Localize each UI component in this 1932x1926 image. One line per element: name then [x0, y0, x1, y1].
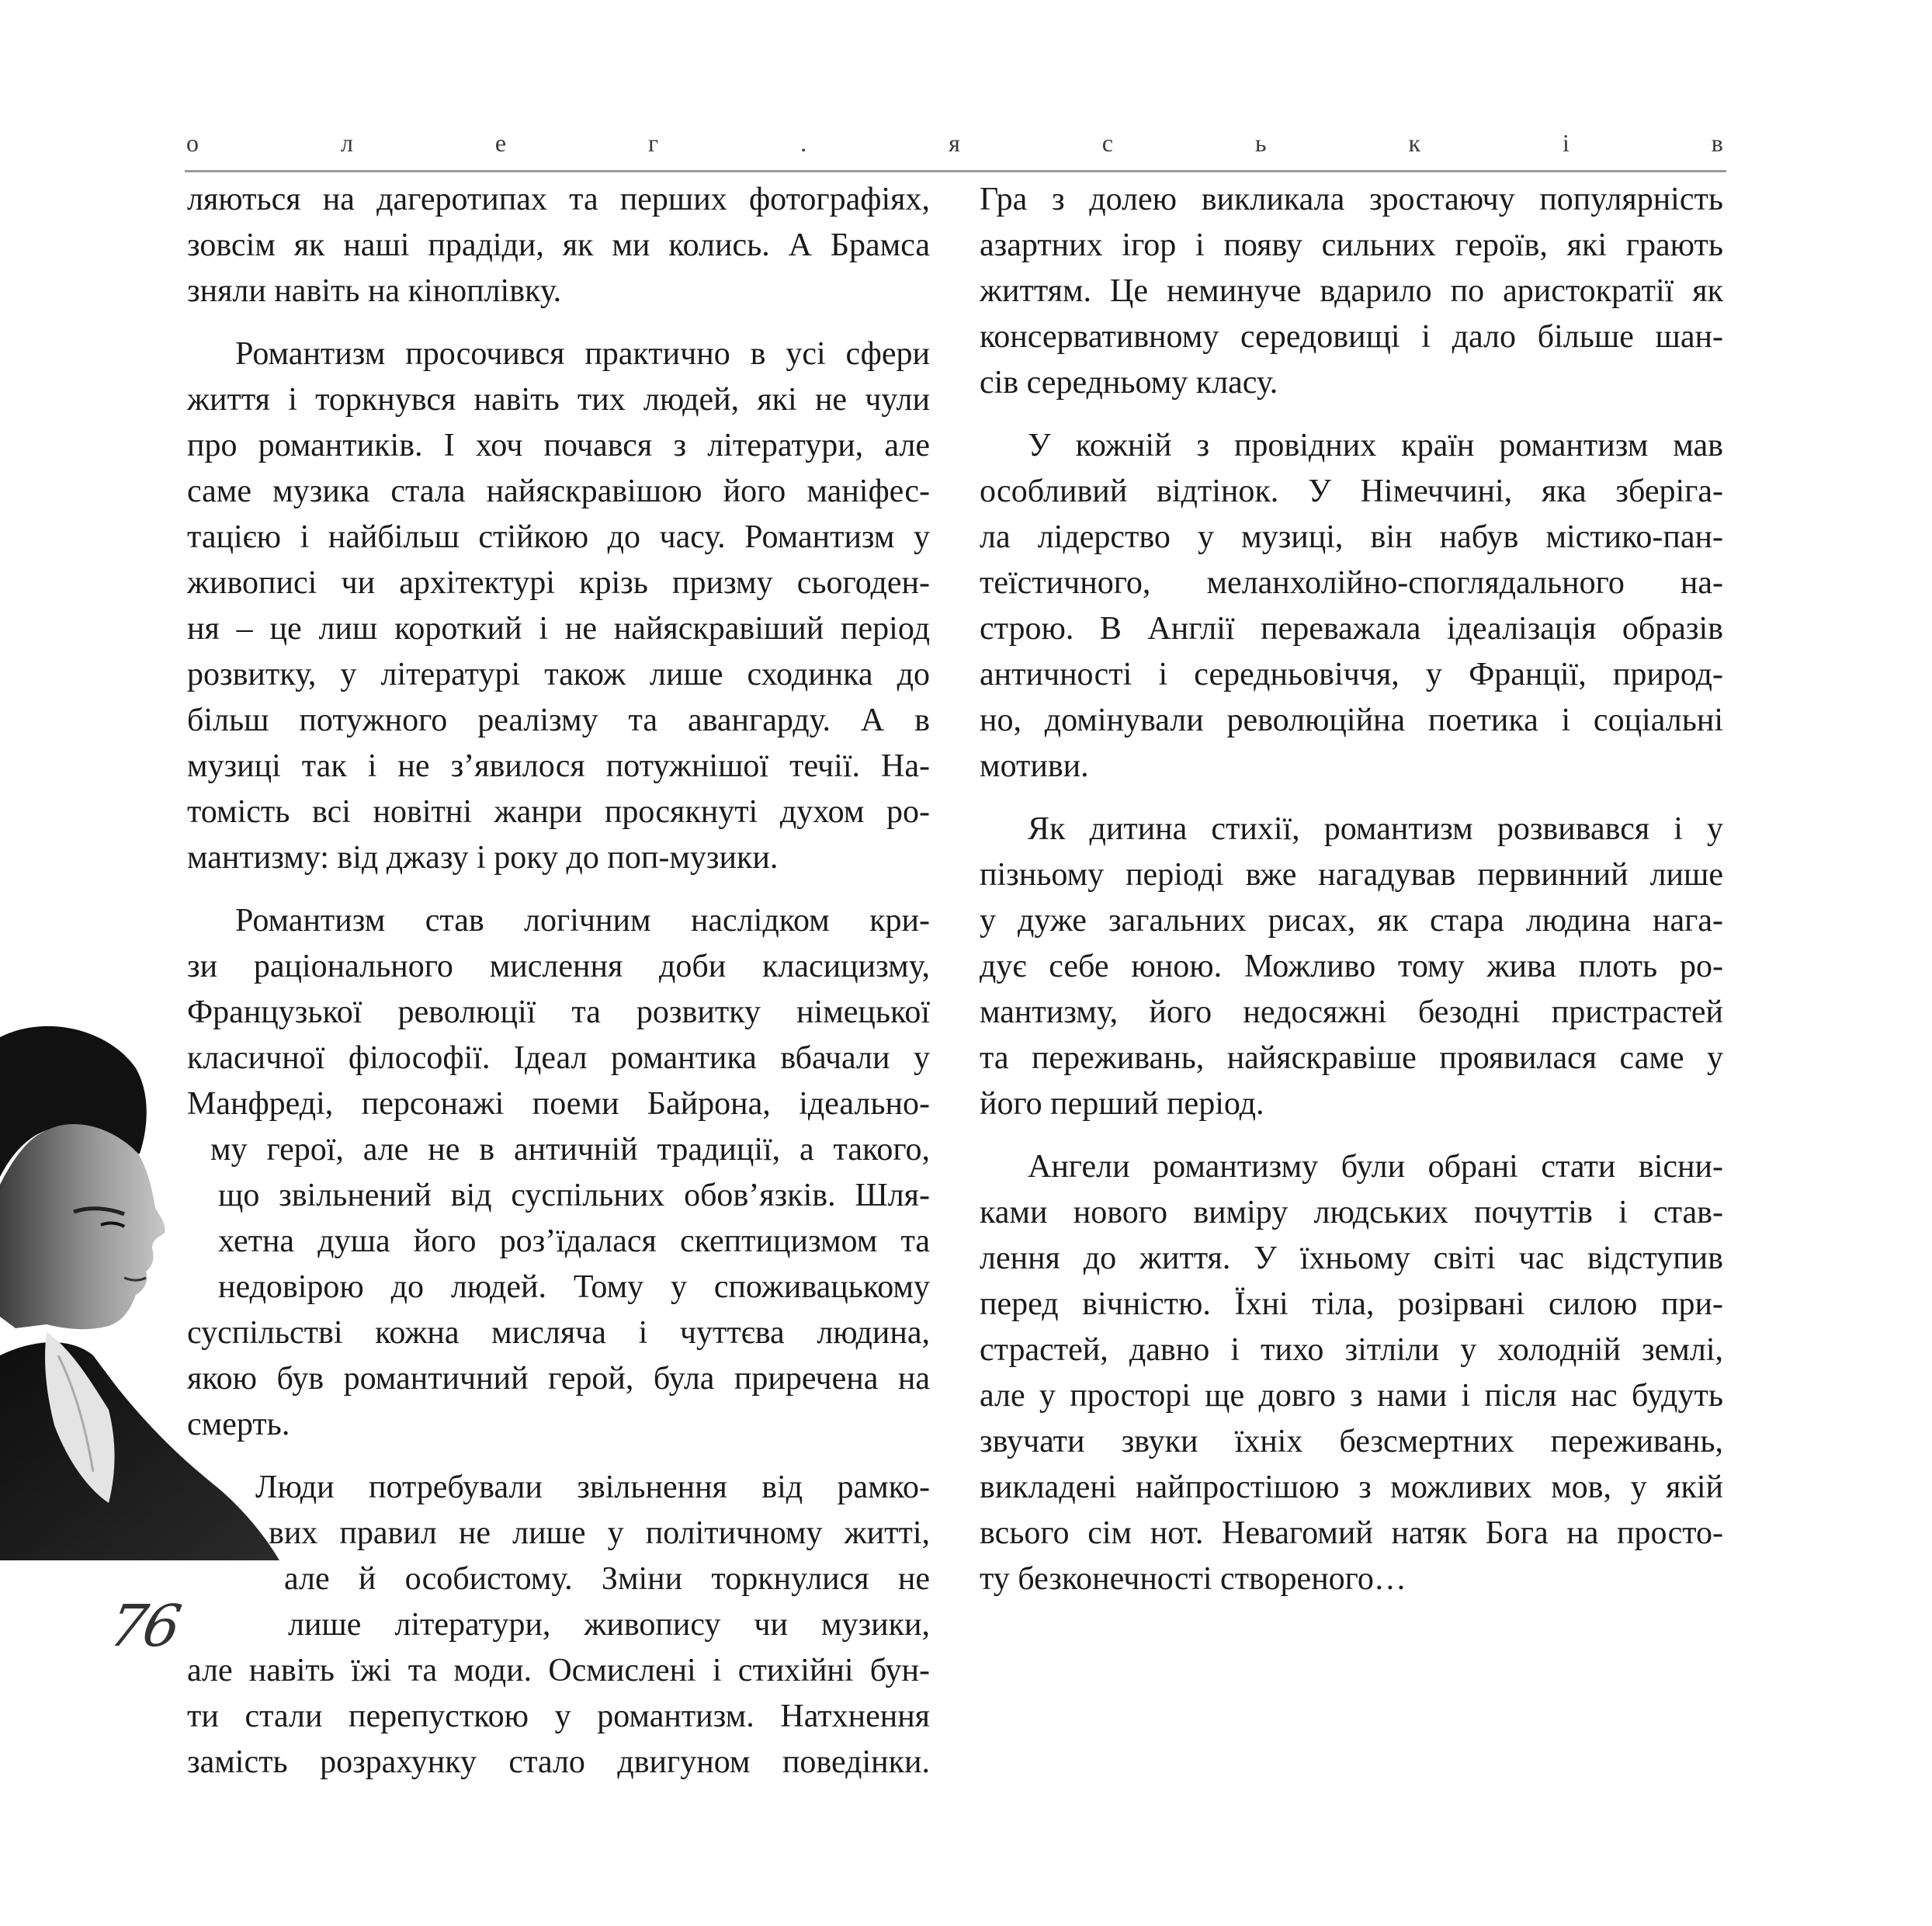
text-line: викладені найпростішою з можливих мов, у якій — [980, 1470, 1723, 1505]
text-line: перед вічністю. Їхні тіла, розірвані силою при- — [980, 1286, 1723, 1322]
text-line: ти стали перепусткою у романтизм. Натхнення — [187, 1699, 930, 1734]
text-line: його перший період. — [980, 1086, 1264, 1122]
text-line: Романтизм просочився практично в усі сфери — [235, 336, 930, 372]
text-line: Французької революції та розвитку німецької — [187, 994, 930, 1030]
text-line: замість розрахунку стало двигуном поведінки. — [187, 1744, 930, 1780]
text-line: розвитку, у літературі також лише сходинка до — [187, 657, 930, 692]
text-line: ту безконечності створеного… — [980, 1561, 1407, 1597]
running-head-letter: я — [949, 128, 960, 157]
text-line: Романтизм став логічним наслідком кри- — [235, 903, 930, 939]
text-line: але у просторі ще довго з нами і після нас будуть — [980, 1378, 1723, 1414]
text-line: саме музика стала найяскравішою його маніфес- — [187, 474, 930, 509]
text-line: зи раціонального мислення доби класицизму, — [187, 949, 930, 984]
text-line: У кожній з провідних країн романтизм мав — [1028, 428, 1723, 463]
running-head-letter: о — [186, 128, 199, 157]
running-head-letter: і — [1562, 128, 1570, 157]
left-text-column — [187, 177, 930, 1785]
text-line: лише літератури, живопису чи музики, — [288, 1607, 930, 1643]
text-line: мотиви. — [980, 748, 1089, 784]
text-line: особливий відтінок. У Німеччині, яка зберіга- — [980, 474, 1723, 509]
text-line: ня – це лиш короткий і не найяскравіший період — [187, 611, 930, 647]
text-line: томість всі новітні жанри просякнуті духом ро- — [187, 794, 930, 830]
text-line: ками нового виміру людських почуттів і став- — [980, 1195, 1723, 1230]
text-line: Як дитина стихії, романтизм розвивався і у — [1028, 811, 1723, 847]
text-line: життя і торкнувся навіть тих людей, які не чули — [187, 382, 930, 418]
text-line: теїстичного, меланхолійно-споглядального на- — [980, 565, 1723, 601]
text-line: пізньому періоді вже нагадував первинний лише — [980, 857, 1723, 893]
text-line: античності і середньовіччя, у Франції, природ- — [980, 657, 1723, 692]
header-rule — [185, 170, 1726, 172]
text-line: консервативному середовищі і дало більше шан- — [980, 319, 1723, 355]
text-line: сів середньому класу. — [980, 365, 1278, 401]
text-line: але й особистому. Зміни торкнулися не — [284, 1561, 930, 1597]
text-line: життям. Це неминуче вдарило по аристократії як — [980, 273, 1723, 309]
text-line: му герої, але не в античній традиції, а такого, — [210, 1132, 930, 1168]
text-line: дує себе юною. Можливо тому жива плоть ро- — [980, 949, 1723, 984]
text-line: зовсім як наші прадіди, як ми колись. А Брамса — [187, 227, 930, 263]
text-line: азартних ігор і появу сильних героїв, які грають — [980, 227, 1723, 263]
text-line: Люди потребували звільнення від рамко- — [255, 1470, 930, 1505]
text-line: всього сім нот. Невагомий натяк Бога на просто- — [980, 1515, 1723, 1551]
text-line: страстей, давно і тихо зітліли у холодній землі, — [980, 1332, 1723, 1368]
text-line: але навіть їжі та моди. Осмислені і стихійні бун- — [187, 1653, 930, 1688]
text-line: у дуже загальних рисах, як стара людина нага- — [980, 903, 1723, 939]
text-line: строю. В Англії переважала ідеалізація образів — [980, 611, 1723, 647]
text-line: ляються на дагеротипах та перших фотографіях, — [187, 182, 930, 217]
running-head — [186, 124, 1723, 161]
running-head-letter: ь — [1254, 128, 1267, 157]
running-head-letter: в — [1711, 128, 1723, 157]
text-line: мантизму, його недосяжні безодні пристрастей — [980, 994, 1723, 1030]
text-line: хетна душа його роз’їдалася скептицизмом та — [218, 1223, 930, 1259]
running-head-letter: л — [340, 128, 353, 157]
text-line: суспільстві кожна мисляча і чуттєва людина, — [187, 1315, 930, 1351]
text-line: смерть. — [187, 1407, 290, 1442]
text-line: вих правил не лише у політичному житті, — [269, 1515, 930, 1551]
right-text-column — [980, 177, 1723, 1602]
page-number: 76 — [104, 1593, 183, 1660]
text-line: що звільнений від суспільних обов’язків. Шля- — [218, 1178, 930, 1213]
text-line: мантизму: від джазу і року до поп-музики. — [187, 840, 779, 876]
text-line: та переживань, найяскравіше проявилася саме у — [980, 1040, 1723, 1076]
text-line: живописі чи архітектурі крізь призму сьогоден- — [187, 565, 930, 601]
text-line: Гра з долею викликала зростаючу популярність — [980, 182, 1723, 217]
text-line: якою був романтичний герой, була приречена на — [187, 1361, 930, 1397]
running-head-letter: г — [648, 128, 659, 157]
text-line: звучати звуки їхніх безсмертних переживань, — [980, 1424, 1723, 1459]
author-portrait — [0, 1022, 279, 1560]
text-line: недовірою до людей. Тому у споживацькому — [218, 1269, 930, 1305]
running-head-letter: е — [494, 128, 507, 157]
text-line: лення до життя. У їхньому світі час відступив — [980, 1241, 1723, 1276]
running-head-letter: к — [1408, 128, 1420, 157]
text-line: музиці так і не з’явилося потужнішої течії. На- — [187, 748, 930, 784]
text-line: більш потужного реалізму та авангарду. А в — [187, 703, 930, 738]
running-head-letter: . — [800, 128, 807, 157]
text-line: Ангели романтизму були обрані стати вісни- — [1028, 1149, 1723, 1185]
text-line: но, домінували революційна поетика і соціальні — [980, 703, 1723, 738]
text-line: про романтиків. І хоч почався з літератури, але — [187, 428, 930, 463]
text-line: класичної філософії. Ідеал романтика вбачали у — [187, 1040, 930, 1076]
text-line: зняли навіть на кіноплівку. — [187, 273, 562, 309]
text-line: тацією і найбільш стійкою до часу. Романтизм у — [187, 519, 930, 555]
running-head-letter: с — [1101, 128, 1113, 157]
text-line: ла лідерство у музиці, він набув містико-пан- — [980, 519, 1723, 555]
text-line: Манфреді, персонажі поеми Байрона, ідеально- — [187, 1086, 930, 1122]
